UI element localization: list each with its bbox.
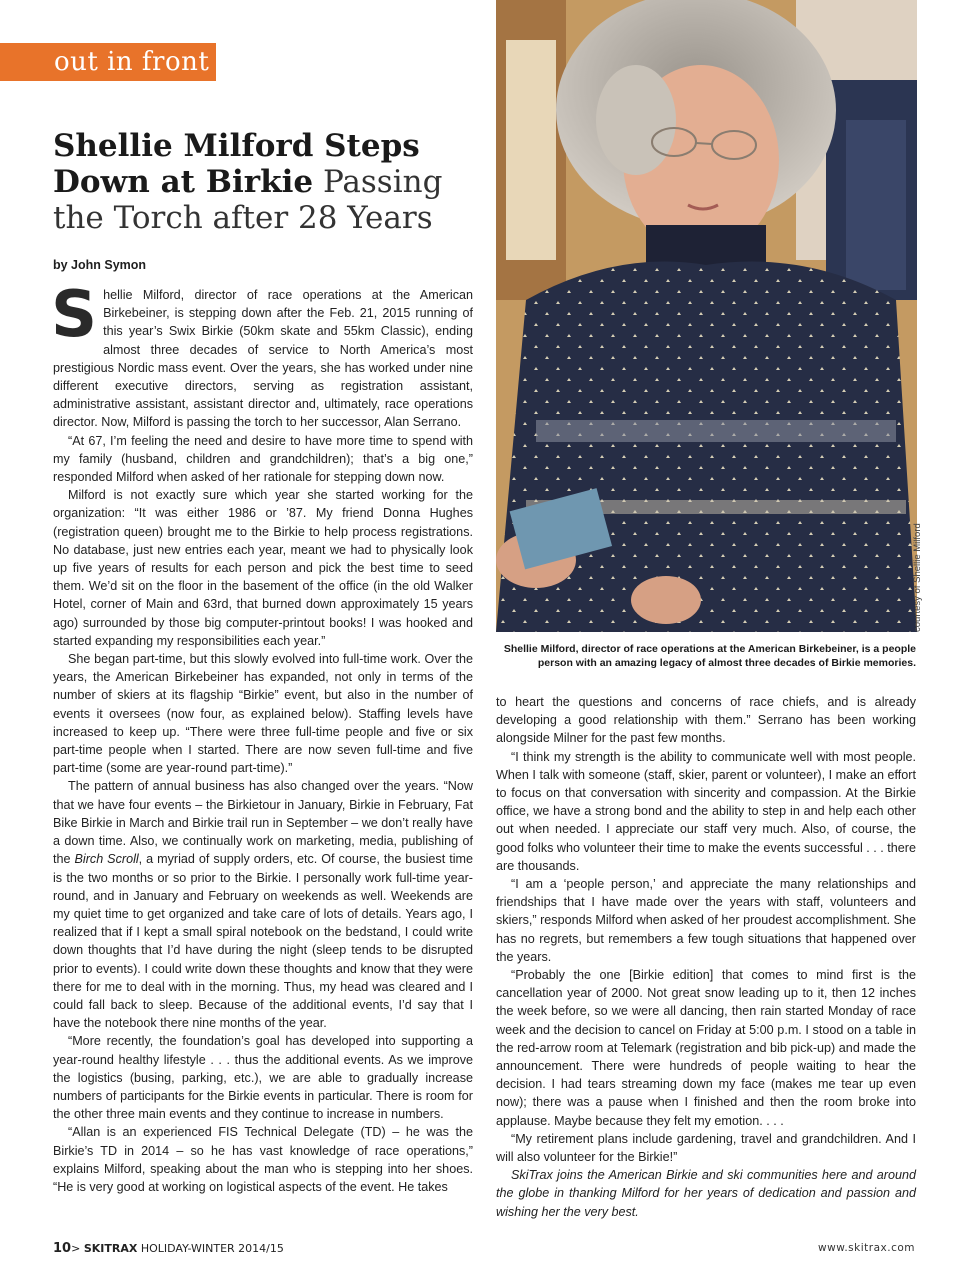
headline-bold: Shellie Milford Steps Down at Birkie bbox=[53, 128, 420, 200]
publication-title: Birch Scroll bbox=[74, 852, 139, 867]
paragraph-text: hellie Milford, director of race operations at the American Birkebeiner, is stepping down after the Feb. 21, 2015 running of this year’s Swix Birkie (50km skate and 55km Classic), ending almost three decades of service to North America’s most prestigious Nordic mass event. Over the years, she has worked under nine different executive directors, serving as registration assistant, administrative assistant, assistant director and, ultimately, race operations director. Now, Milford is passing the torch to her successor, Alan Serrano. bbox=[53, 288, 473, 430]
caption-line: person with an amazing legacy of almost three decades of Birkie memories. bbox=[537, 657, 916, 669]
paragraph: Milford is not exactly sure which year she started working for the organization: “It was either 1986 or ’87. My friend Donna Hughes (registration queen) brought me to the Birkie to help process registrations. No database, just new entries each year, meant we had to physically look up five years of results for each person and pick the best time to seed them. We’d sit on the floor in the basement of the office (in the old Walker Hotel, corner of Main and 63rd, that burned down approximately 15 years ago) surrounded by those big computer-printout books! I was hooked and started expanding my responsibilities each year.” bbox=[53, 488, 473, 648]
paragraph: “My retirement plans include gardening, travel and grandchildren. And I will also volunteer for the Birkie!” bbox=[496, 1131, 916, 1165]
paragraph-text: The pattern of annual business has also changed over the years. “Now that we have four events – the Birkietour in January, Birkie in February, Fat Bike Birkie in March and Birkie trail run in September – we don’t really have a down time. Also, we continually work on marketing, media, publishing of the bbox=[53, 779, 473, 867]
magazine-brand: SKITRAX bbox=[83, 1242, 138, 1255]
paragraph bbox=[51, 278, 473, 432]
paragraph: “At 67, I’m feeling the need and desire to have more time to spend with my family (husband, children and grandchildren); that’s a big one,” responded Milford when asked of her rationale for stepping down now. bbox=[53, 433, 473, 485]
photo-caption bbox=[496, 642, 916, 670]
paragraph-text: , a myriad of supply orders, etc. Of course, the busiest time is the two months or so prior to the Birkie. I personally work full-time year-round, and in January and February on weekends as well. Weekends are my quiet time to get organized and take care of lots of details. Years ago, I realized that if I kept a small spiral notebook on the bedstand, I could write down thoughts that I’d have during the night (sleep tends to be disrupted prior to events). I could write down these thoughts and know that they were there for me to deal with in the morning. Thus, my head was cleared and I could fall back to sleep. Because of the additional events, I’d say that I have the notebook there nine months of the year. bbox=[53, 852, 473, 1031]
article-column-left bbox=[51, 278, 473, 1196]
footer-arrow: > bbox=[71, 1242, 81, 1255]
page-footer bbox=[53, 1241, 284, 1256]
paragraph: “I am a ‘people person,’ and appreciate the many relationships and friendships that I have made over the years with staff, volunteers and skiers,” responds Milford when asked of her proudest accomplishment. She has no regrets, but remembers a few tough situations that happened over the years. bbox=[496, 877, 916, 964]
paragraph: She began part-time, but this slowly evolved into full-time work. Over the years, the American Birkebeiner has expanded, not only in terms of the number of skiers at its flagship “Birkie” event, but also in the number of events it oversees (now four, as explained below). Staffing levels have increased to keep up. “There were three full-time people and five or six part-time people when I started. There are now seven full-time and five part-time (some are year-round part-time).” bbox=[53, 652, 473, 776]
closing-paragraph bbox=[496, 1166, 916, 1221]
issue-label: HOLIDAY-WINTER 2014/15 bbox=[140, 1242, 284, 1255]
drop-cap: S bbox=[51, 278, 98, 352]
article-headline bbox=[53, 128, 493, 236]
article-column-right bbox=[496, 693, 916, 1221]
photo-credit: courtesy of Shellie Milford bbox=[912, 523, 923, 632]
paragraph: “More recently, the foundation’s goal has developed into supporting a year-round healthy lifestyle . . . thus the additional events. As we improve the logistics (busing, parking, etc.), we are able to gradually increase numbers of participants for the Birkie events in particular. There is room for the other three main events and they continue to increase in numbers. bbox=[53, 1034, 473, 1122]
caption-line: Shellie Milford, director of race operations at the American Birkebeiner, is a people bbox=[503, 643, 916, 655]
paragraph bbox=[53, 777, 473, 1032]
closing-text: SkiTrax joins the American Birkie and ski communities here and around the globe in thanking Milford for her years of dedication and passion and wishing her the very best. bbox=[496, 1168, 916, 1219]
website-url: www.skitrax.com bbox=[818, 1242, 915, 1254]
portrait-photo bbox=[496, 0, 917, 632]
paragraph: “Probably the one [Birkie edition] that comes to mind first is the cancellation year of 2000. Not great snow leading up to it, then 12 inches the week before, so we were all dancing, then rain started Monday of race week and the decision to cancel on Friday at 5:00 p.m. I stood on a table in the red-arrow room at Telemark (registration and bib pick-up) and made the announcement. There were hundreds of people waiting to hear the decision. I had tears streaming down my face (makes me tear up even now); there was a pause when I finished and then the room broke into applause. Maybe because they felt my emotion. . . . bbox=[496, 968, 916, 1128]
section-tag: out in front bbox=[0, 43, 216, 81]
byline: by John Symon bbox=[53, 258, 147, 272]
paragraph: to heart the questions and concerns of race chiefs, and is already developing a good relationship with them.” Serrano has been working alongside Milner for the past few months. bbox=[496, 695, 916, 746]
paragraph: “Allan is an experienced FIS Technical Delegate (TD) – he was the Birkie’s TD in 2014 – so he has vast knowledge of race operations,” explains Milford, speaking about the man who is stepping into her shoes. “He is very good at working on logistical aspects of the event. He takes bbox=[53, 1125, 473, 1194]
paragraph: “I think my strength is the ability to communicate well with most people. When I talk with someone (staff, skier, parent or volunteer), I make an effort to focus on that conversation with sincerity and compassion. At the Birkie office, we have a strong bond and the ability to step in and help each other out when needed. I appreciate our staff very much. Also, of course, the good folks who volunteer their time to make the events successful . . . there are thousands. bbox=[496, 749, 917, 873]
page-number: 10 bbox=[53, 1241, 72, 1256]
headline-subtitle: Passing the Torch after 28 Years bbox=[53, 164, 443, 236]
